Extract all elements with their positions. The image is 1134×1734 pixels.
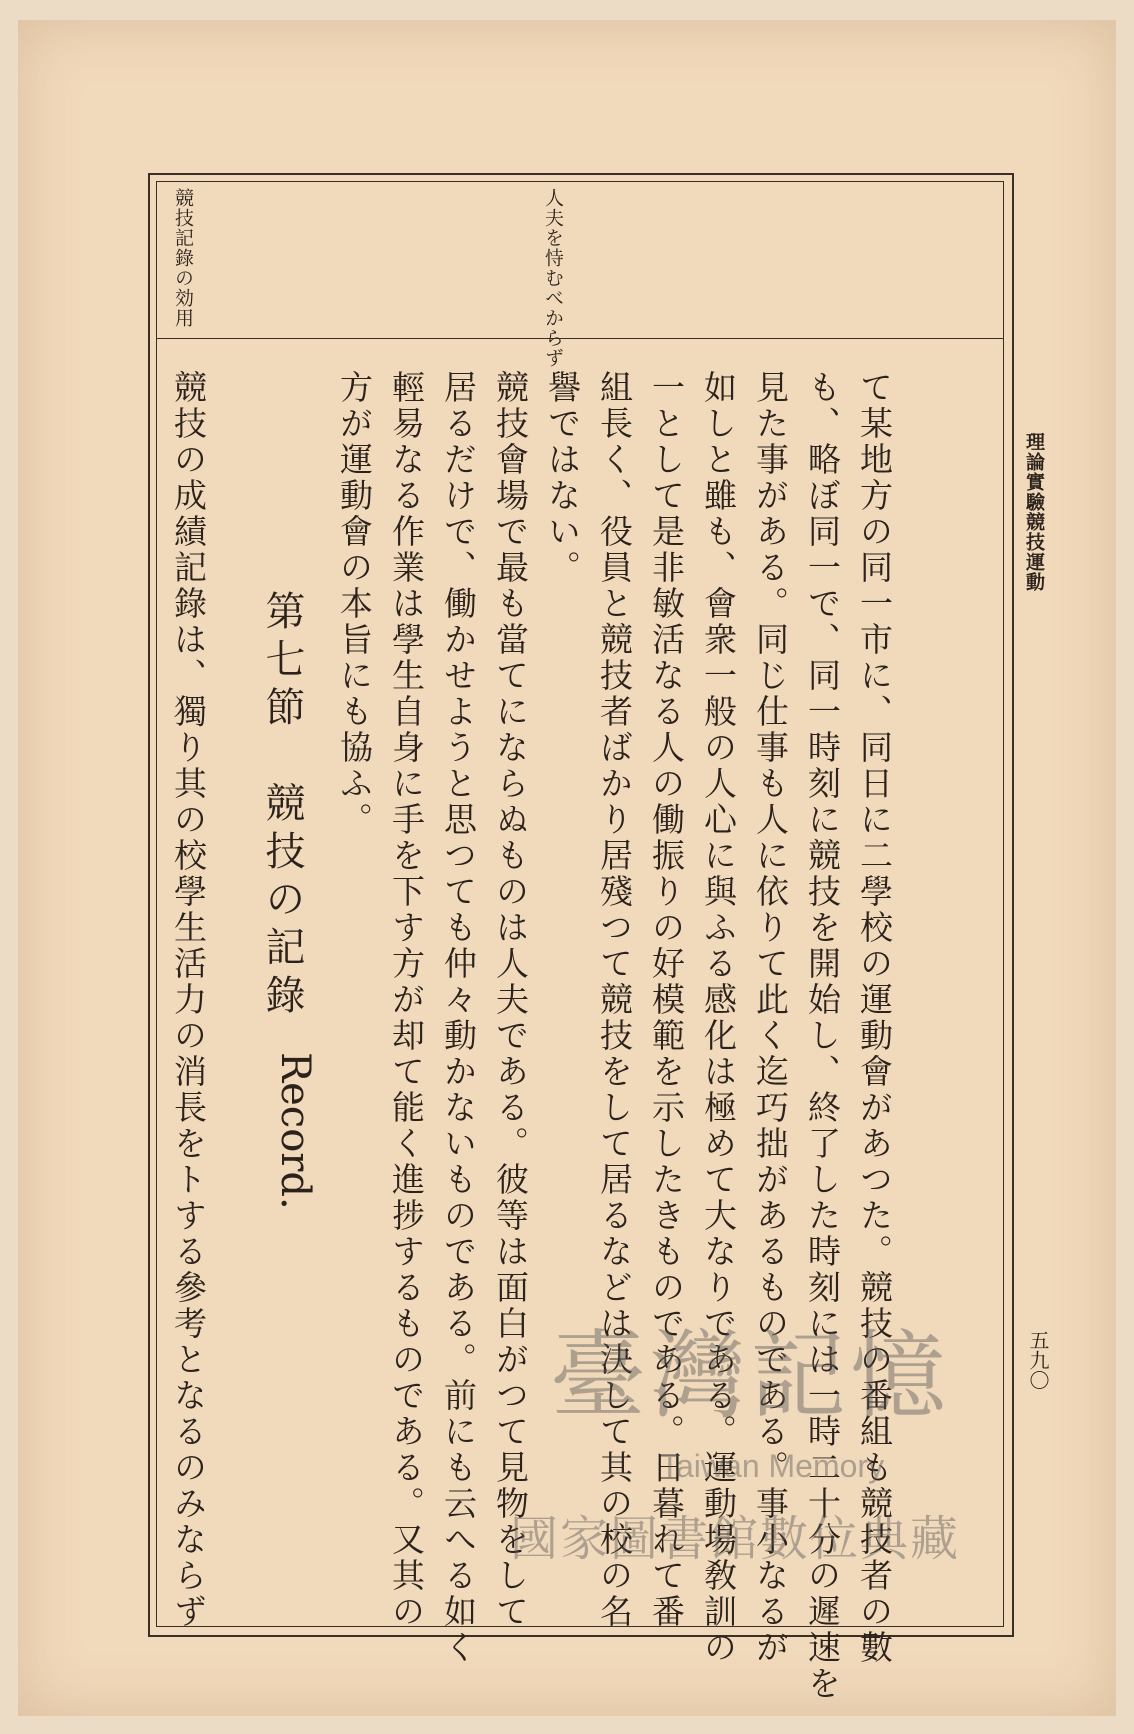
- body-column-6: 組長く、役員と競技者ばかり居殘つて競技をして居るなどは決して其の校の名: [595, 370, 634, 1630]
- section-heading-english: Record.: [272, 1052, 318, 1210]
- watermark-institution: 國家圖書館數位典藏: [510, 1513, 961, 1566]
- watermark-english: Taiwan Memory: [660, 1448, 885, 1484]
- body-column-9: 居るだけで、働かせようと思つても仲々動かないものである。前にも云へる如く: [439, 370, 478, 1666]
- section-heading: [259, 590, 318, 1210]
- body-column-5: 一として是非敏活なる人の働振りの好模範を示したきものである。日暮れて番: [647, 370, 686, 1630]
- body-column-7: 譽ではない。: [543, 370, 582, 586]
- watermark-logo-text: 臺灣記憶: [550, 1320, 950, 1432]
- body-column-2: も、略ぼ同一で、同一時刻に競技を開始し、終了した時刻には一時二十分の遲速を: [803, 370, 842, 1702]
- watermark: [510, 1300, 1070, 1600]
- body-column-3: 見た事がある。同じ仕事も人に依りて此く迄巧拙があるものである。事小なるが: [751, 370, 790, 1666]
- body-column-8: 競技會場で最も當てにならぬものは人夫である。彼等は面白がつて見物をして: [491, 370, 530, 1630]
- body-column-4: 如しと雖も、會衆一般の人心に與ふる感化は極めて大なりである。運動場敎訓の: [699, 370, 738, 1666]
- body-column-12: 競技の成績記錄は、獨り其の校學生活力の消長をトする參考となるのみならず: [169, 370, 208, 1630]
- margin-note-laborers: 人夫を恃むべからず: [542, 188, 564, 368]
- running-header: 理論實驗競技運動: [1023, 432, 1045, 592]
- body-column-10: 輕易なる作業は學生自身に手を下す方が却て能く進捗するものである。又其の: [387, 370, 426, 1630]
- margin-note-record-use: 競技記錄の効用: [172, 188, 194, 328]
- margin-rule: [156, 338, 1004, 339]
- body-column-1: て某地方の同一市に、同日に二學校の運動會があつた。競技の番組も競技者の數: [855, 370, 894, 1666]
- section-heading-label: 第七節 競技の記錄: [259, 590, 305, 1022]
- page-number: 五九〇: [1026, 1330, 1050, 1390]
- body-column-11: 方が運動會の本旨にも協ふ。: [335, 370, 374, 838]
